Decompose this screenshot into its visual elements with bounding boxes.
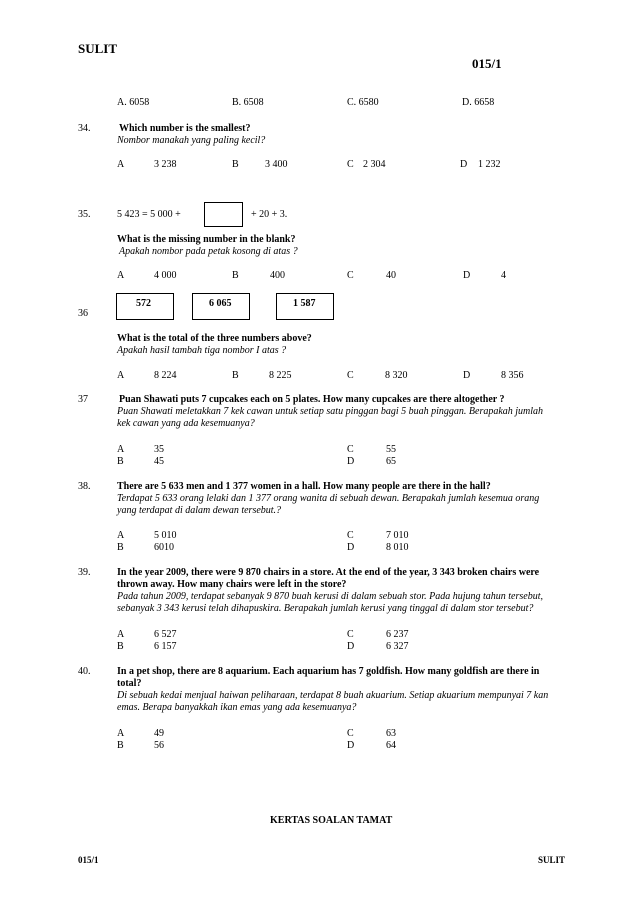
q40-option-d-letter: D: [347, 740, 355, 751]
q38-option-a-letter: A: [117, 530, 125, 541]
q33-option-d: D. 6658: [462, 97, 495, 108]
q36-option-b-value: 8 225: [269, 370, 292, 381]
q34-option-a-letter: A: [117, 159, 125, 170]
q37-option-d-value: 65: [386, 456, 396, 467]
q38-option-d-letter: D: [347, 542, 355, 553]
q37-question-en: Puan Shawati puts 7 cupcakes each on 5 plates. How many cupcakes are there altogether ?: [119, 394, 505, 405]
q39-option-d-value: 6 327: [386, 641, 409, 652]
q37-option-a-value: 35: [154, 444, 164, 455]
q39-option-a-value: 6 527: [154, 629, 177, 640]
q35-number: 35.: [78, 209, 91, 220]
q36-option-a-letter: A: [117, 370, 125, 381]
q34-number: 34.: [78, 123, 91, 134]
q40-number: 40.: [78, 666, 91, 677]
q34-question-en: Which number is the smallest?: [119, 123, 251, 134]
q36-option-a-value: 8 224: [154, 370, 177, 381]
q34-option-c-letter: C: [347, 159, 354, 170]
q37-number: 37: [78, 394, 88, 405]
q36-option-c-letter: C: [347, 370, 354, 381]
q39-question-ms-line1: Pada tahun 2009, terdapat sebanyak 9 870 buah kerusi di dalam sebuah stor. Pada hujung tahun tersebut,: [117, 591, 543, 602]
footer-sulit: SULIT: [538, 855, 566, 865]
q39-option-c-letter: C: [347, 629, 354, 640]
q39-option-d-letter: D: [347, 641, 355, 652]
q39-option-b-value: 6 157: [154, 641, 177, 652]
q37-option-d-letter: D: [347, 456, 355, 467]
q39-question-ms-line2: sebanyak 3 343 kerusi telah dihapuskira. Berapakah jumlah kerusi yang tinggal di dalam stor tersebut?: [117, 603, 534, 614]
q38-number: 38.: [78, 481, 91, 492]
q36-number: 36: [78, 308, 88, 319]
q40-option-a-value: 49: [154, 728, 164, 739]
q38-question-en: There are 5 633 men and 1 377 women in a hall. How many people are there in the hall?: [117, 481, 491, 492]
q35-option-a-letter: A: [117, 270, 125, 281]
q35-option-d-letter: D: [463, 270, 471, 281]
q35-option-c-letter: C: [347, 270, 354, 281]
q36-option-b-letter: B: [232, 370, 239, 381]
q39-question-en-line2: thrown away. How many chairs were left in the store?: [117, 579, 347, 590]
q40-option-c-letter: C: [347, 728, 354, 739]
q36-option-d-value: 8 356: [501, 370, 524, 381]
q34-option-d-letter: D: [460, 159, 468, 170]
q36-question-en: What is the total of the three numbers above?: [117, 333, 312, 344]
q37-question-ms-line1: Puan Shawati meletakkan 7 kek cawan untuk setiap satu pinggan bagi 5 buah pinggan. Berapakah jumlah: [117, 406, 544, 417]
footer-code: 015/1: [78, 855, 99, 865]
q35-question-en: What is the missing number in the blank?: [117, 234, 296, 245]
q34-question-ms: Nombor manakah yang paling kecil?: [117, 135, 266, 146]
q37-option-b-value: 45: [154, 456, 164, 467]
q40-question-en-line2: total?: [117, 678, 142, 689]
q33-option-b: B. 6508: [232, 97, 264, 108]
header-code: 015/1: [472, 56, 502, 71]
q40-option-d-value: 64: [386, 740, 396, 751]
q34-option-d-value: 1 232: [478, 159, 501, 170]
q40-question-en-line1: In a pet shop, there are 8 aquarium. Each aquarium has 7 goldfish. How many goldfish are there in: [117, 666, 540, 677]
q38-option-b-letter: B: [117, 542, 124, 553]
q37-question-ms-line2: kek cawan yang ada kesemuanya?: [117, 418, 255, 429]
q34-option-a-value: 3 238: [154, 159, 177, 170]
q38-option-d-value: 8 010: [386, 542, 409, 553]
q35-equation-left: 5 423 = 5 000 +: [117, 209, 181, 220]
q35-option-b-letter: B: [232, 270, 239, 281]
q38-question-ms-line2: yang terdapat di dalam dewan tersebut.?: [117, 505, 282, 516]
q33-option-c: C. 6580: [347, 97, 379, 108]
q35-blank-box: [204, 202, 243, 227]
q35-option-a-value: 4 000: [154, 270, 177, 281]
q40-question-ms-line1: Di sebuah kedai menjual haiwan peliharaan, terdapat 8 buah akuarium. Setiap akuarium mempunyai 7 kan: [117, 690, 549, 701]
q38-option-b-value: 6010: [154, 542, 174, 553]
q38-option-c-letter: C: [347, 530, 354, 541]
end-of-paper-text: KERTAS SOALAN TAMAT: [270, 815, 393, 826]
q38-option-c-value: 7 010: [386, 530, 409, 541]
q40-option-c-value: 63: [386, 728, 396, 739]
q37-option-c-value: 55: [386, 444, 396, 455]
q40-question-ms-line2: emas. Berapa banyakkah ikan emas yang ada kesemuanya?: [117, 702, 357, 713]
header-sulit: SULIT: [78, 41, 118, 56]
q34-option-b-value: 3 400: [265, 159, 288, 170]
q38-option-a-value: 5 010: [154, 530, 177, 541]
q35-question-ms: Apakah nombor pada petak kosong di atas ?: [119, 246, 298, 257]
q36-option-c-value: 8 320: [385, 370, 408, 381]
q35-option-b-value: 400: [270, 270, 285, 281]
q33-option-a: A. 6058: [117, 97, 150, 108]
q34-option-b-letter: B: [232, 159, 239, 170]
q39-question-en-line1: In the year 2009, there were 9 870 chairs in a store. At the end of the year, 3 343 broken chairs were: [117, 567, 540, 578]
q37-option-c-letter: C: [347, 444, 354, 455]
q38-question-ms-line1: Terdapat 5 633 orang lelaki dan 1 377 orang wanita di sebuah dewan. Berapakah jumlah kesemua orang: [117, 493, 540, 504]
q39-option-a-letter: A: [117, 629, 125, 640]
q34-option-c-value: 2 304: [363, 159, 386, 170]
q40-option-b-letter: B: [117, 740, 124, 751]
q39-option-c-value: 6 237: [386, 629, 409, 640]
q40-option-a-letter: A: [117, 728, 125, 739]
q36-box-3-value: 1 587: [293, 298, 316, 309]
q37-option-b-letter: B: [117, 456, 124, 467]
q36-question-ms: Apakah hasil tambah tiga nombor I atas ?: [117, 345, 287, 356]
q40-option-b-value: 56: [154, 740, 164, 751]
q35-option-d-value: 4: [501, 270, 506, 281]
q39-number: 39.: [78, 567, 91, 578]
q36-box-1-value: 572: [136, 298, 151, 309]
q36-option-d-letter: D: [463, 370, 471, 381]
q37-option-a-letter: A: [117, 444, 125, 455]
q39-option-b-letter: B: [117, 641, 124, 652]
q35-option-c-value: 40: [386, 270, 396, 281]
q35-equation-right: + 20 + 3.: [251, 209, 288, 220]
q36-box-2-value: 6 065: [209, 298, 232, 309]
